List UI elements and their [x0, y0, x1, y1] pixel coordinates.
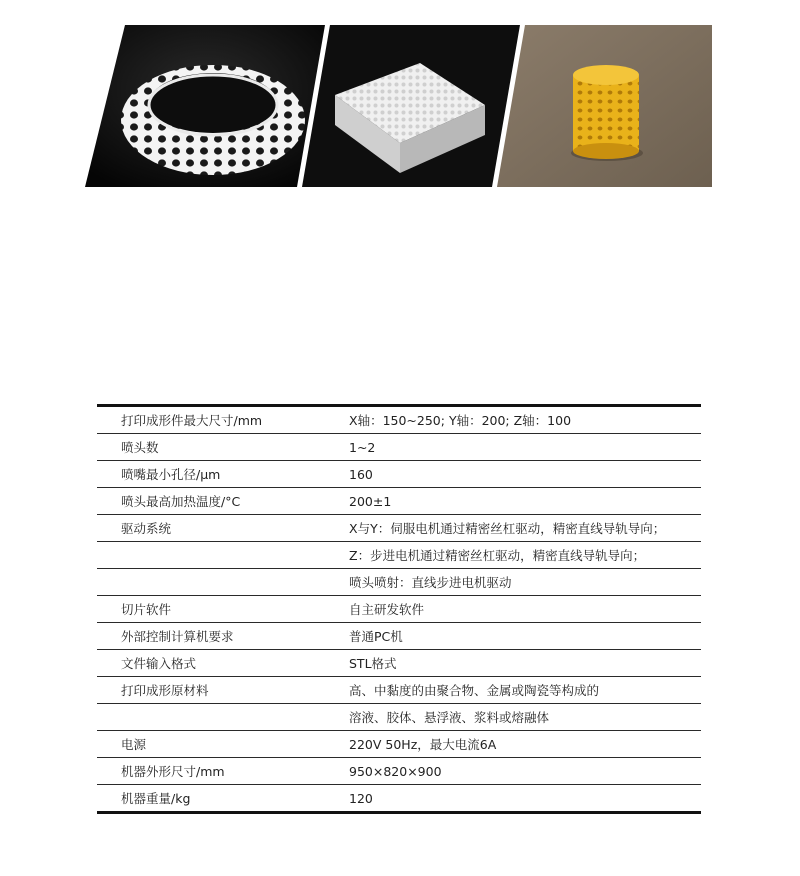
spec-value: 220V 50Hz，最大电流6A [349, 731, 701, 758]
spec-value: 160 [349, 461, 701, 488]
spec-label: 喷嘴最小孔径/μm [97, 461, 349, 488]
spec-value: 喷头喷射：直线步进电机驱动 [349, 569, 701, 596]
spec-label: 打印成形件最大尺寸/mm [97, 406, 349, 434]
spec-row [97, 569, 701, 596]
spec-row [97, 623, 701, 650]
photo-strip [85, 25, 712, 187]
spec-value: 950×820×900 [349, 758, 701, 785]
yellow-lattice-cylinder-photo [497, 25, 712, 187]
spec-label: 驱动系统 [97, 515, 349, 542]
spec-value: 高、中黏度的由聚合物、金属或陶瓷等构成的 [349, 677, 701, 704]
spec-value: X与Y：伺服电机通过精密丝杠驱动，精密直线导轨导向； [349, 515, 701, 542]
spec-label: 喷头最高加热温度/°C [97, 488, 349, 515]
spec-label: 电源 [97, 731, 349, 758]
spec-label [97, 704, 349, 731]
spec-row [97, 677, 701, 704]
spec-label: 喷头数 [97, 434, 349, 461]
spec-label: 外部控制计算机要求 [97, 623, 349, 650]
white-lattice-bracelet-photo [85, 25, 325, 187]
spec-label: 打印成形原材料 [97, 677, 349, 704]
spec-row [97, 406, 701, 434]
spec-row [97, 596, 701, 623]
spec-row [97, 650, 701, 677]
spec-label: 切片软件 [97, 596, 349, 623]
spec-row [97, 542, 701, 569]
spec-label: 机器外形尺寸/mm [97, 758, 349, 785]
spec-value: 普通PC机 [349, 623, 701, 650]
spec-row [97, 704, 701, 731]
spec-value: 1~2 [349, 434, 701, 461]
photo-banner [85, 25, 712, 187]
spec-row [97, 515, 701, 542]
spec-value: 120 [349, 790, 373, 806]
white-lattice-block-photo [302, 25, 520, 187]
spec-row [97, 758, 701, 785]
spec-row [97, 785, 701, 813]
spec-value: Z：步进电机通过精密丝杠驱动，精密直线导轨导向； [349, 542, 701, 569]
spec-value: 200±1 [349, 488, 701, 515]
spec-value: STL格式 [349, 650, 701, 677]
spec-label: 文件输入格式 [97, 650, 349, 677]
spec-value: X轴：150~250; Y轴：200; Z轴：100 [349, 406, 701, 434]
spec-row [97, 488, 701, 515]
spec-value: 自主研发软件 [349, 596, 701, 623]
spec-value: 溶液、胶体、悬浮液、浆料或熔融体 [349, 704, 701, 731]
spec-label [97, 569, 349, 596]
spec-label: 机器重量/kg [121, 791, 191, 806]
spec-row [97, 731, 701, 758]
spec-row [97, 434, 701, 461]
spec-table [97, 404, 701, 814]
spec-label [97, 542, 349, 569]
spec-row [97, 461, 701, 488]
